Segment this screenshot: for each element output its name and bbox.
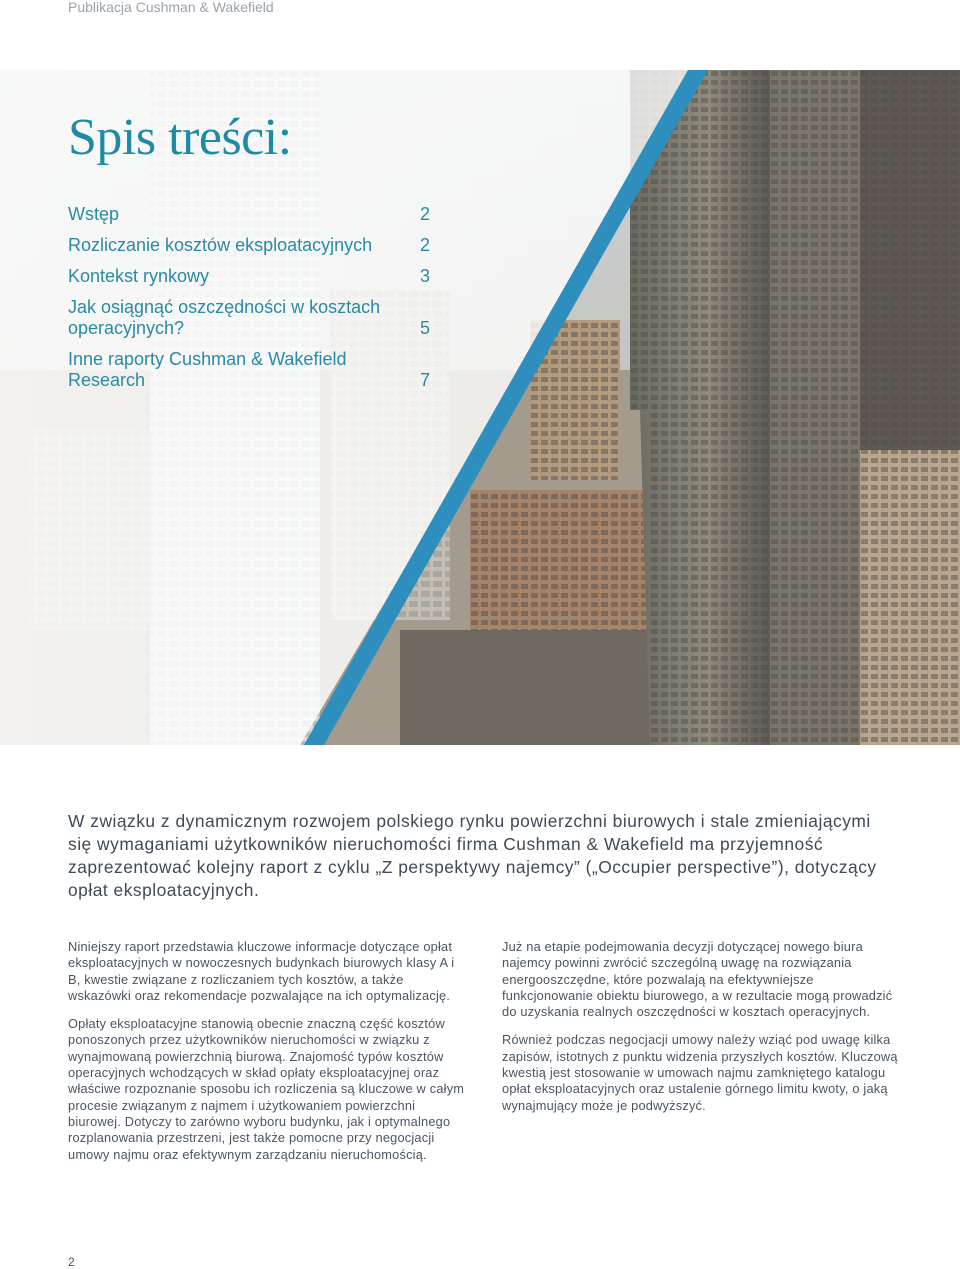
toc-item-page: 3: [419, 266, 430, 286]
page-number: 2: [68, 1255, 75, 1269]
toc-item-page: 2: [419, 235, 430, 255]
body-paragraph: Opłaty eksploatacyjne stanowią obecnie znaczną część kosztów ponoszonych przez użytkowników nieruchomości w związku z wynajmowaną powierzchnią biurową. Znajomość typów kosztów operacyjnych wchodzących w skład opłaty eksploatacyjnej oraz właściwe rozpoznanie sposobu ich rozliczenia są kluczowe w całym procesie związanym z najmem i użytkowaniem powierzchni biurowej. Dotyczy to zarówno wyboru budynku, jak i optymalnego rozplanowania przestrzeni, jest także pomocne przy negocjacji umowy najmu oraz efektywnym zarządzaniu nieruchomością.: [68, 1016, 465, 1162]
toc-title: Spis treści:: [68, 109, 292, 166]
body-paragraph: Już na etapie podejmowania decyzji dotyczącej nowego biura najemcy powinni zwrócić szczególną uwagę na rozwiązania energooszczędne, które pozwalają na efektywniejsze funkcjonowanie obiektu biurowego, a w rezultacie mogą prowadzić do uzyskania realnych oszczędności w kosztach operacyjnych.: [502, 939, 893, 1020]
body-column-right: [502, 939, 902, 1126]
toc-item-page: 7: [419, 370, 430, 390]
cityscape-illustration: [0, 70, 960, 745]
publication-header: Publikacja Cushman & Wakefield: [68, 0, 274, 15]
toc-item-page: 5: [419, 318, 430, 338]
lead-paragraph: W związku z dynamicznym rozwojem polskiego rynku powierzchni biurowych i stale zmieniającymi się wymaganiami użytkowników nieruchomości firma Cushman & Wakefield ma przyjemność zaprezentować kolejny raport z cyklu „Z perspektywy najemcy” („Occupier perspective”), dotyczący opłat eksploatacyjnych.: [68, 811, 877, 900]
toc-item[interactable]: [68, 349, 430, 391]
hero-cityscape-image: [0, 70, 960, 745]
toc-item-label: Kontekst rynkowy: [68, 266, 210, 286]
toc-item[interactable]: [68, 235, 430, 256]
toc-item-page: 2: [419, 204, 430, 224]
toc-item-label: Jak osiągnąć oszczędności w kosztach operacyjnych?: [68, 297, 381, 338]
toc-item-label: Wstęp: [68, 204, 120, 224]
table-of-contents: [68, 204, 430, 401]
body-column-left: [68, 939, 468, 1175]
toc-item[interactable]: [68, 266, 430, 287]
toc-item[interactable]: [68, 297, 430, 339]
body-paragraph: Również podczas negocjacji umowy należy wziąć pod uwagę kilka zapisów, istotnych z punktu widzenia przyszłych kosztów. Kluczową kwestią jest stosowanie w umowach najmu zamkniętego katalogu opłat eksploatacyjnych oraz ustalenie górnego limitu kwoty, o jaką wynajmujący może je podwyższyć.: [502, 1032, 898, 1113]
body-paragraph: Niniejszy raport przedstawia kluczowe informacje dotyczące opłat eksploatacyjnych w nowoczesnych budynkach biurowych klasy A i B, kwestie związane z rozliczaniem tych kosztów, a także wskazówki oraz rekomendacje pozwalające na ich optymalizację.: [68, 939, 455, 1003]
toc-item[interactable]: [68, 204, 430, 225]
toc-item-label: Rozliczanie kosztów eksploatacyjnych: [68, 235, 373, 255]
toc-item-label: Inne raporty Cushman & Wakefield Research: [68, 349, 347, 390]
